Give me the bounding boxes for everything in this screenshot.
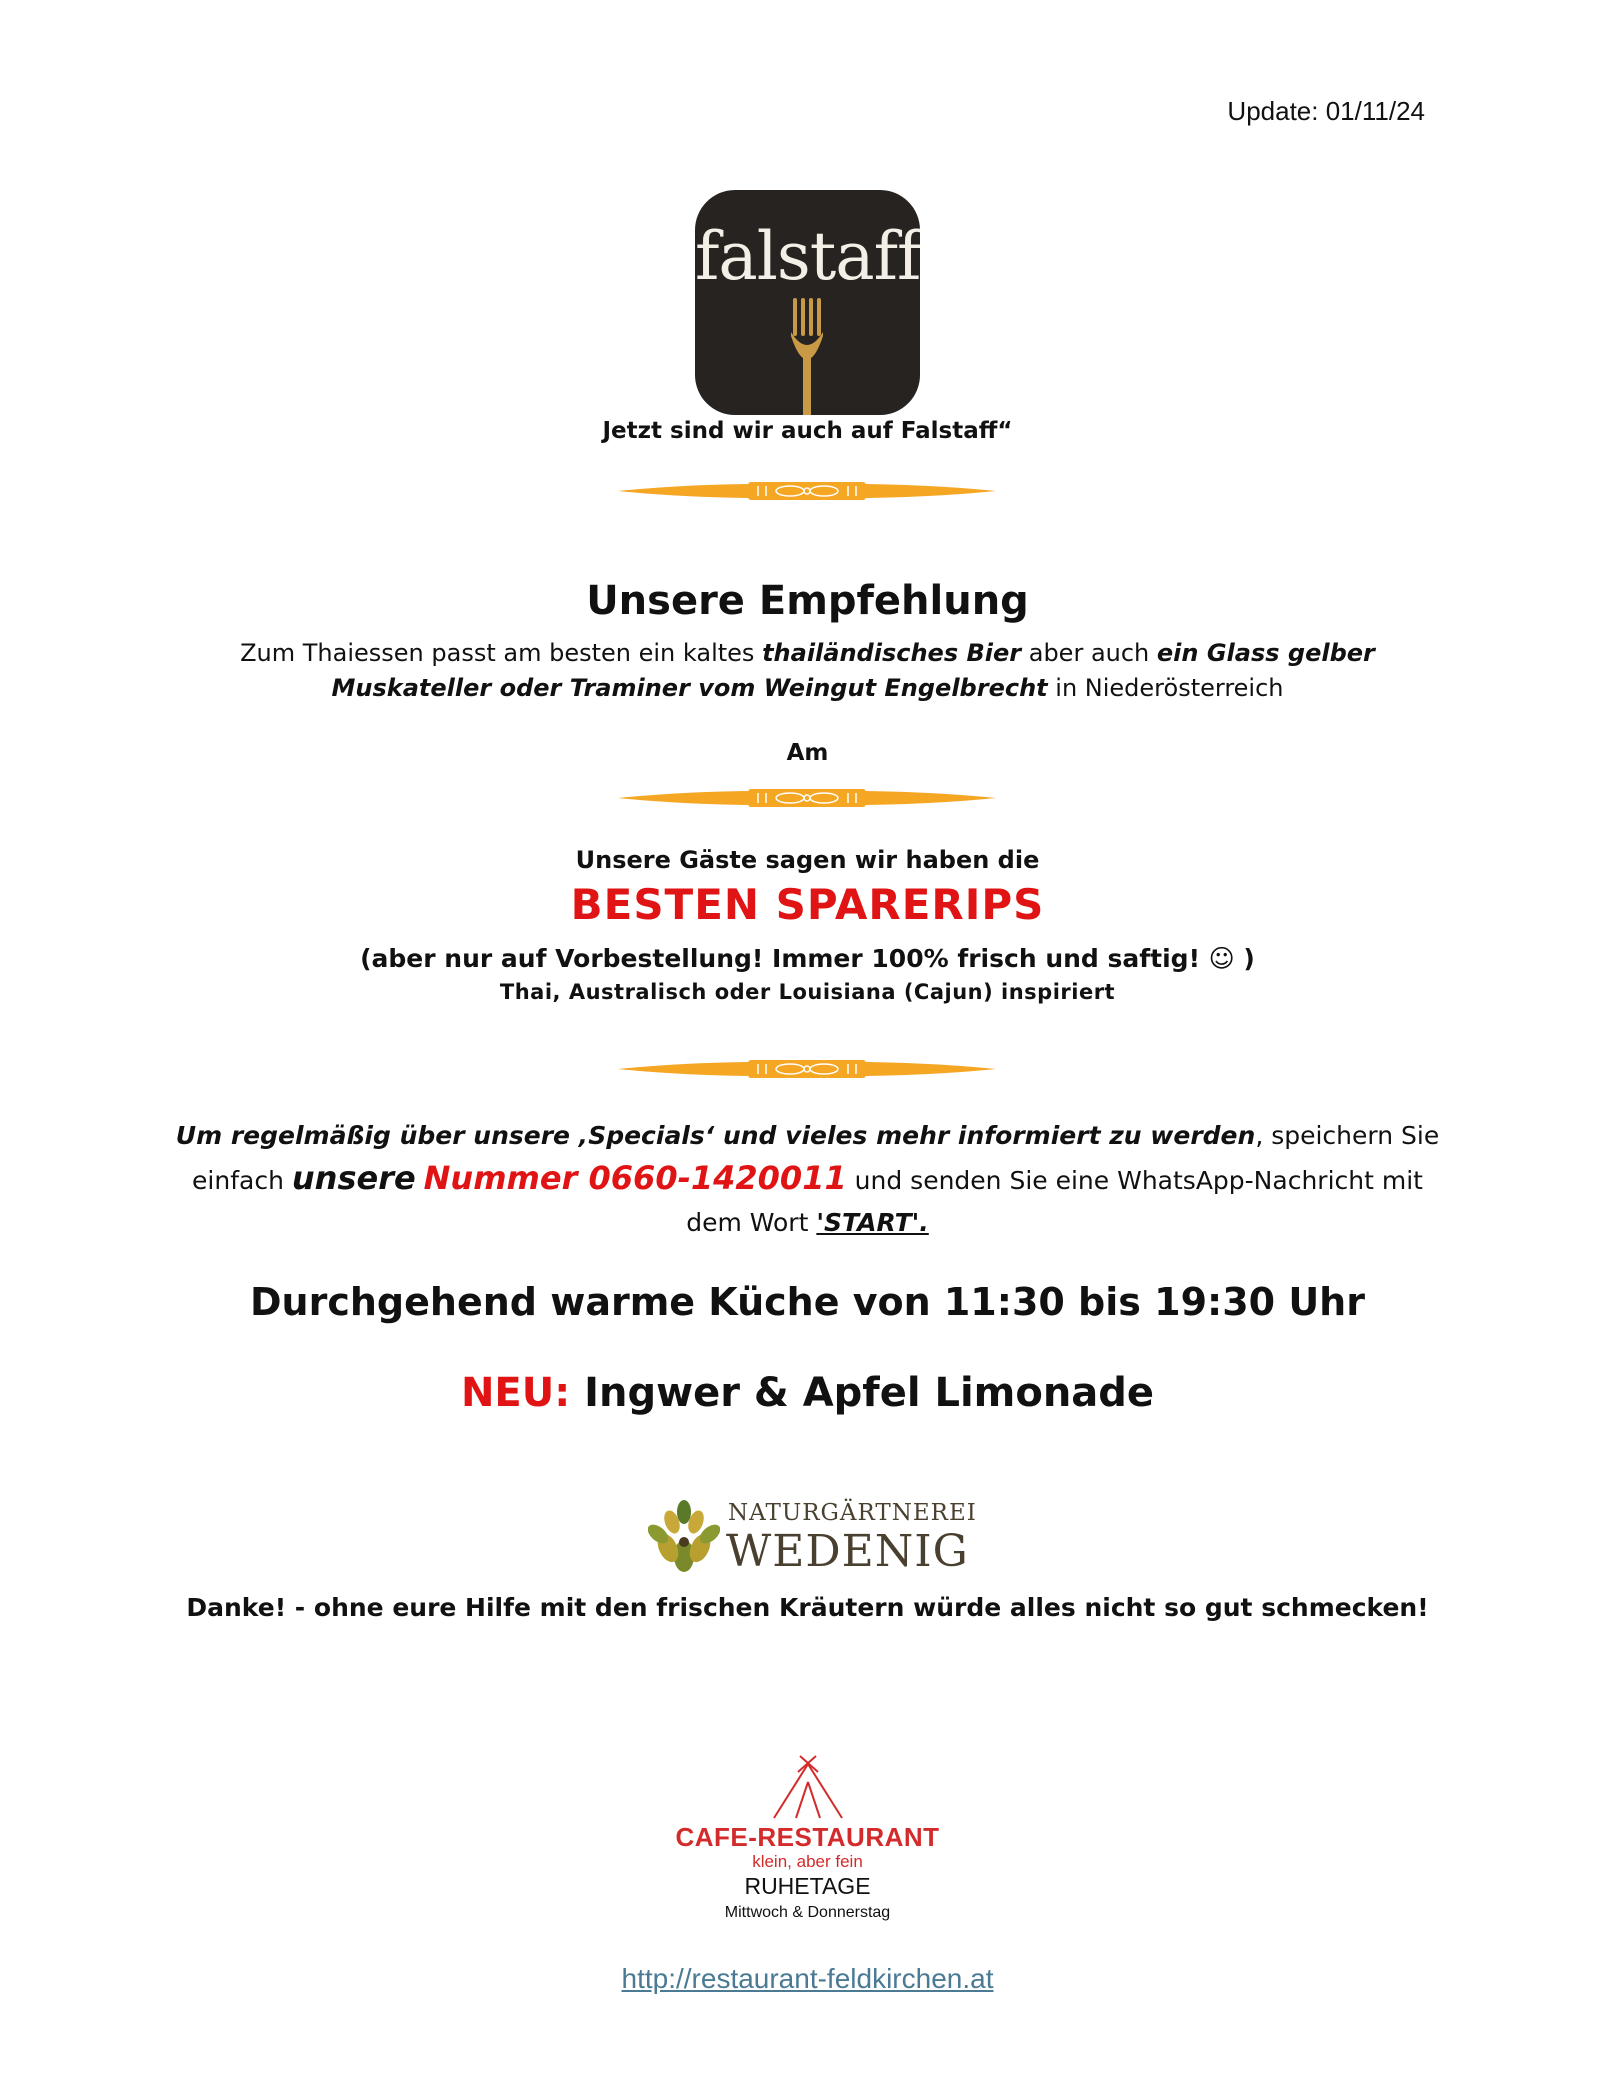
recommendation-wine-detail: Muskateller oder Traminer vom Weingut Engelbrecht (331, 674, 1048, 702)
wedenig-logo (648, 1498, 978, 1578)
update-date: Update: 01/11/24 (1227, 96, 1425, 126)
website-link[interactable]: http://restaurant-feldkirchen.at (621, 1963, 994, 1994)
whatsapp-info (0, 1115, 1615, 1244)
recommendation-beer: thailändisches Bier (762, 639, 1022, 667)
recommendation-text-part: Zum Thaiessen passt am besten ein kaltes (240, 639, 763, 667)
new-label: NEU: (460, 1370, 571, 1416)
whatsapp-start-keyword: 'START'. (816, 1208, 929, 1237)
sparerips-preorder: (aber nur auf Vorbestellung! Immer 100% frisch und saftig! ☺ ) (360, 944, 1255, 973)
sparerips-intro: Unsere Gäste sagen wir haben die (575, 846, 1040, 874)
kitchen-hours: Durchgehend warme Küche von 11:30 bis 19:30 Uhr (250, 1280, 1365, 1324)
whatsapp-specials: Um regelmäßig über unsere ‚Specials‘ und vieles mehr informiert zu werden (175, 1121, 1256, 1150)
wedenig-line2: WEDENIG (726, 1526, 969, 1577)
fork-icon (695, 190, 920, 415)
leaf-icon (648, 1498, 720, 1576)
teepee-icon (770, 1752, 846, 1822)
ornament-divider (618, 783, 996, 813)
whatsapp-text-part: und senden Sie eine WhatsApp-Nachricht mit (846, 1166, 1423, 1195)
ornament-divider (618, 476, 996, 506)
closing-days-label: RUHETAGE (744, 1873, 871, 1899)
recommendation-text-part: aber auch (1021, 639, 1157, 667)
sparerips-headline: BESTEN SPARERIPS (570, 880, 1045, 929)
whatsapp-unsere: unsere (291, 1159, 416, 1197)
falstaff-caption: Jetzt sind wir auch auf Falstaff“ (602, 418, 1013, 444)
recommendation-title: Unsere Empfehlung (586, 578, 1029, 624)
falstaff-logo-text: falstaff (695, 218, 920, 295)
am-label: Am (786, 740, 829, 766)
closing-days: Mittwoch & Donnerstag (724, 1904, 891, 1921)
wedenig-line1: NATURGÄRTNEREI (728, 1500, 977, 1526)
thanks-text: Danke! - ohne eure Hilfe mit den frischen Kräutern würde alles nicht so gut schmecken! (186, 1593, 1429, 1622)
sparerips-styles: Thai, Australisch oder Louisiana (Cajun) inspiriert (499, 980, 1116, 1004)
whatsapp-text-part: einfach (192, 1166, 292, 1195)
new-item-text: Ingwer & Apfel Limonade (570, 1370, 1155, 1416)
whatsapp-text-part: , speichern Sie (1255, 1121, 1440, 1150)
phone-number[interactable]: Nummer 0660-1420011 (423, 1159, 847, 1197)
cafe-name: CAFE-RESTAURANT (675, 1822, 940, 1852)
ornament-divider (618, 1054, 996, 1084)
recommendation-wine: ein Glass gelber (1156, 639, 1375, 667)
cafe-tagline: klein, aber fein (752, 1852, 863, 1871)
recommendation-text (0, 636, 1615, 706)
new-item (0, 1370, 1615, 1416)
whatsapp-text-part: dem Wort (686, 1208, 817, 1237)
recommendation-region: in Niederösterreich (1047, 674, 1284, 702)
falstaff-logo (695, 190, 920, 415)
